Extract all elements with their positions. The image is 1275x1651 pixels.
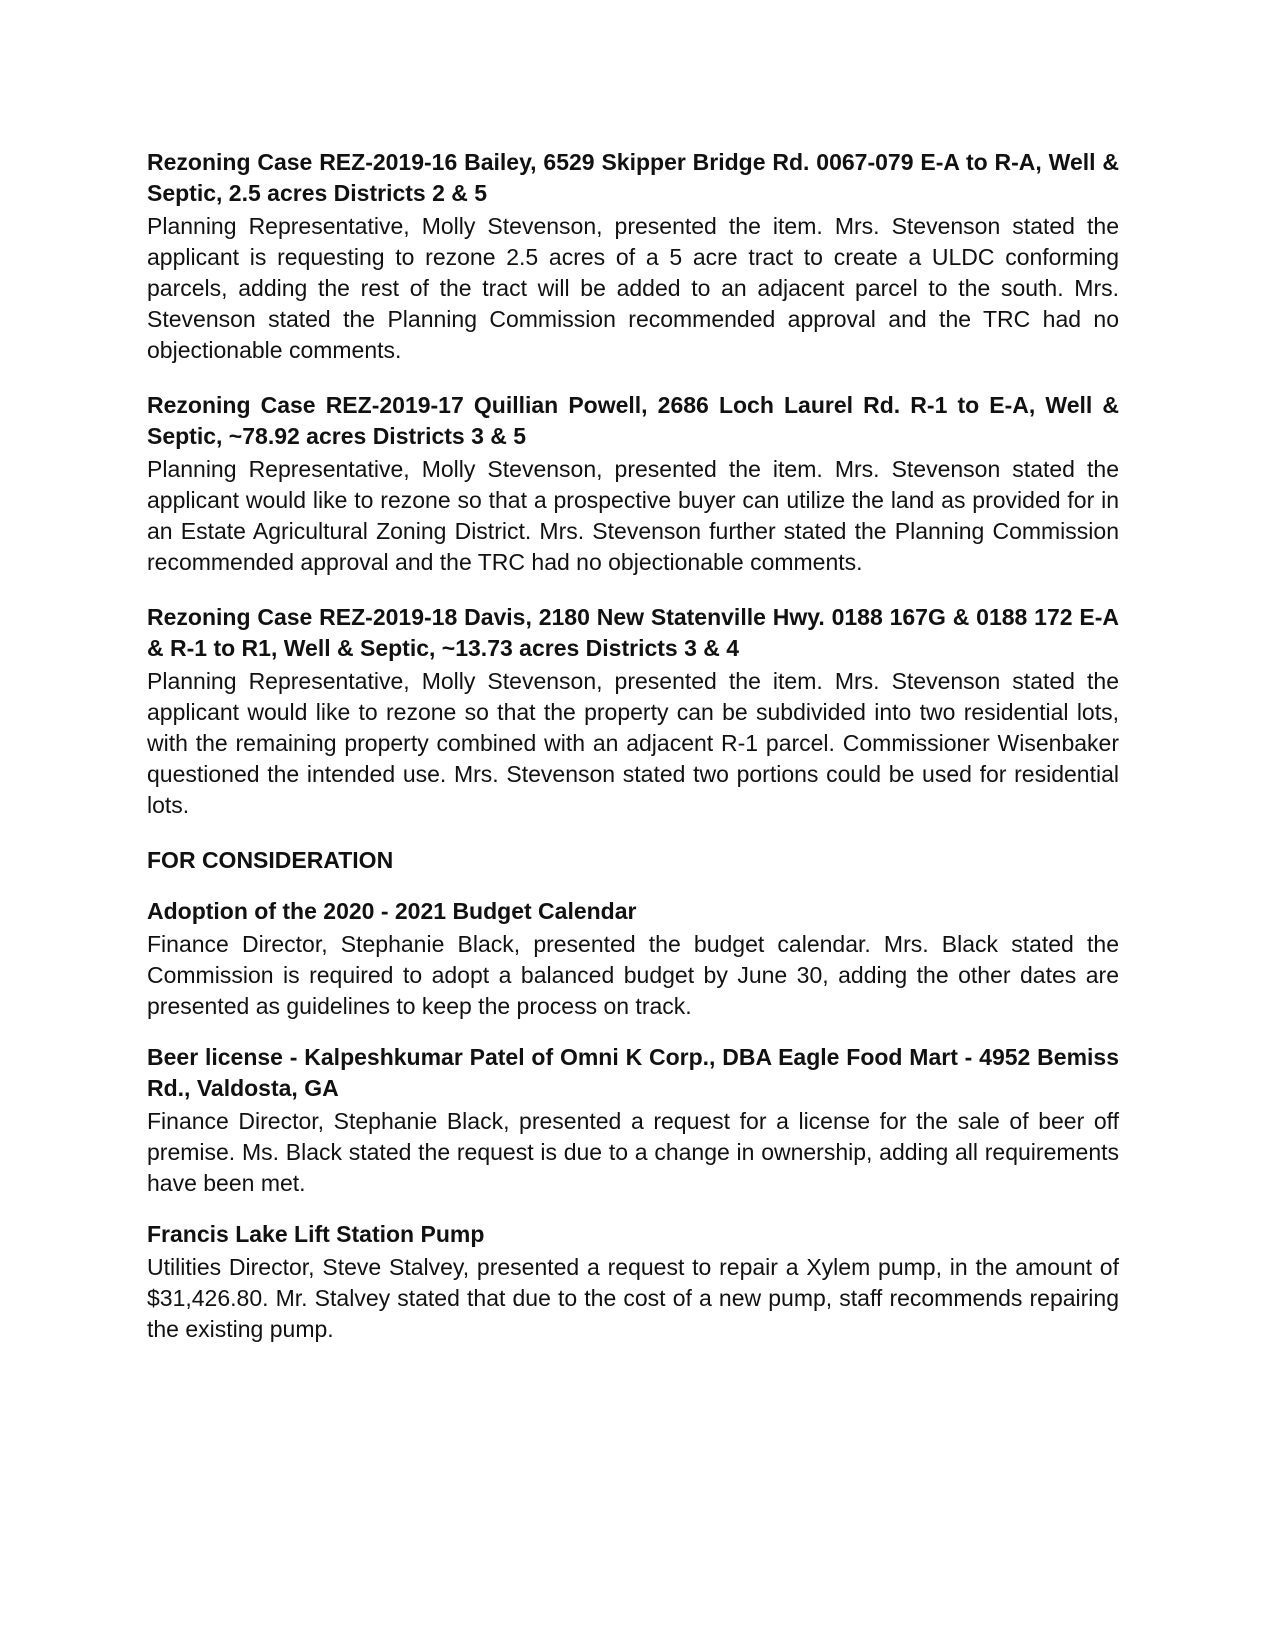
agenda-item-rez-2019-18 [147, 602, 1119, 821]
agenda-item-rez-2019-17 [147, 390, 1119, 578]
item-body: Planning Representative, Molly Stevenson, presented the item. Mrs. Stevenson stated the applicant would like to rezone so that a prospective buyer can utilize the land as provided for in an Estate Agricultural Zoning District. Mrs. Stevenson further stated the Planning Commission recommended approval and the TRC had no objectionable comments. [147, 456, 1119, 575]
agenda-item-beer-license [147, 1042, 1119, 1199]
item-title: Francis Lake Lift Station Pump [147, 1221, 485, 1247]
item-body: Finance Director, Stephanie Black, presented the budget calendar. Mrs. Black stated the Commission is required to adopt a balanced budget by June 30, adding the other dates are presented as guidelines to keep the process on track. [147, 931, 1119, 1019]
item-body: Planning Representative, Molly Stevenson, presented the item. Mrs. Stevenson stated the applicant is requesting to rezone 2.5 acres of a 5 acre tract to create a ULDC conforming parcels, adding the rest of the tract will be added to an adjacent parcel to the south. Mrs. Stevenson stated the Planning Commission recommended approval and the TRC had no objectionable comments. [147, 213, 1119, 363]
item-title: Beer license - Kalpeshkumar Patel of Omni K Corp., DBA Eagle Food Mart - 4952 Bemiss Rd., Valdosta, GA [147, 1044, 1119, 1101]
section-heading: FOR CONSIDERATION [147, 847, 394, 873]
agenda-item-budget-calendar [147, 896, 1119, 1022]
agenda-item-lift-station-pump [147, 1219, 1119, 1345]
item-body: Planning Representative, Molly Stevenson, presented the item. Mrs. Stevenson stated the applicant would like to rezone so that the property can be subdivided into two residential lots, with the remaining property combined with an adjacent R-1 parcel. Commissioner Wisenbaker questioned the intended use. Mrs. Stevenson stated two portions could be used for residential lots. [147, 668, 1119, 818]
item-body: Finance Director, Stephanie Black, presented a request for a license for the sale of beer off premise. Ms. Black stated the request is due to a change in ownership, adding all requirements have been met. [147, 1108, 1119, 1196]
item-body: Utilities Director, Steve Stalvey, presented a request to repair a Xylem pump, in the amount of $31,426.80. Mr. Stalvey stated that due to the cost of a new pump, staff recommends repairing the existing pump. [147, 1254, 1119, 1342]
item-title: Rezoning Case REZ-2019-16 Bailey, 6529 Skipper Bridge Rd. 0067-079 E-A to R-A, Well & Septic, 2.5 acres Districts 2 & 5 [147, 149, 1119, 206]
agenda-item-rez-2019-16 [147, 147, 1119, 366]
item-title: Rezoning Case REZ-2019-18 Davis, 2180 New Statenville Hwy. 0188 167G & 0188 172 E-A & R-1 to R1, Well & Septic, ~13.73 acres Districts 3 & 4 [147, 604, 1119, 661]
item-title: Rezoning Case REZ-2019-17 Quillian Powell, 2686 Loch Laurel Rd. R-1 to E-A, Well & Septic, ~78.92 acres Districts 3 & 5 [147, 392, 1119, 449]
item-title: Adoption of the 2020 - 2021 Budget Calendar [147, 898, 637, 924]
document-page [147, 147, 1119, 1345]
